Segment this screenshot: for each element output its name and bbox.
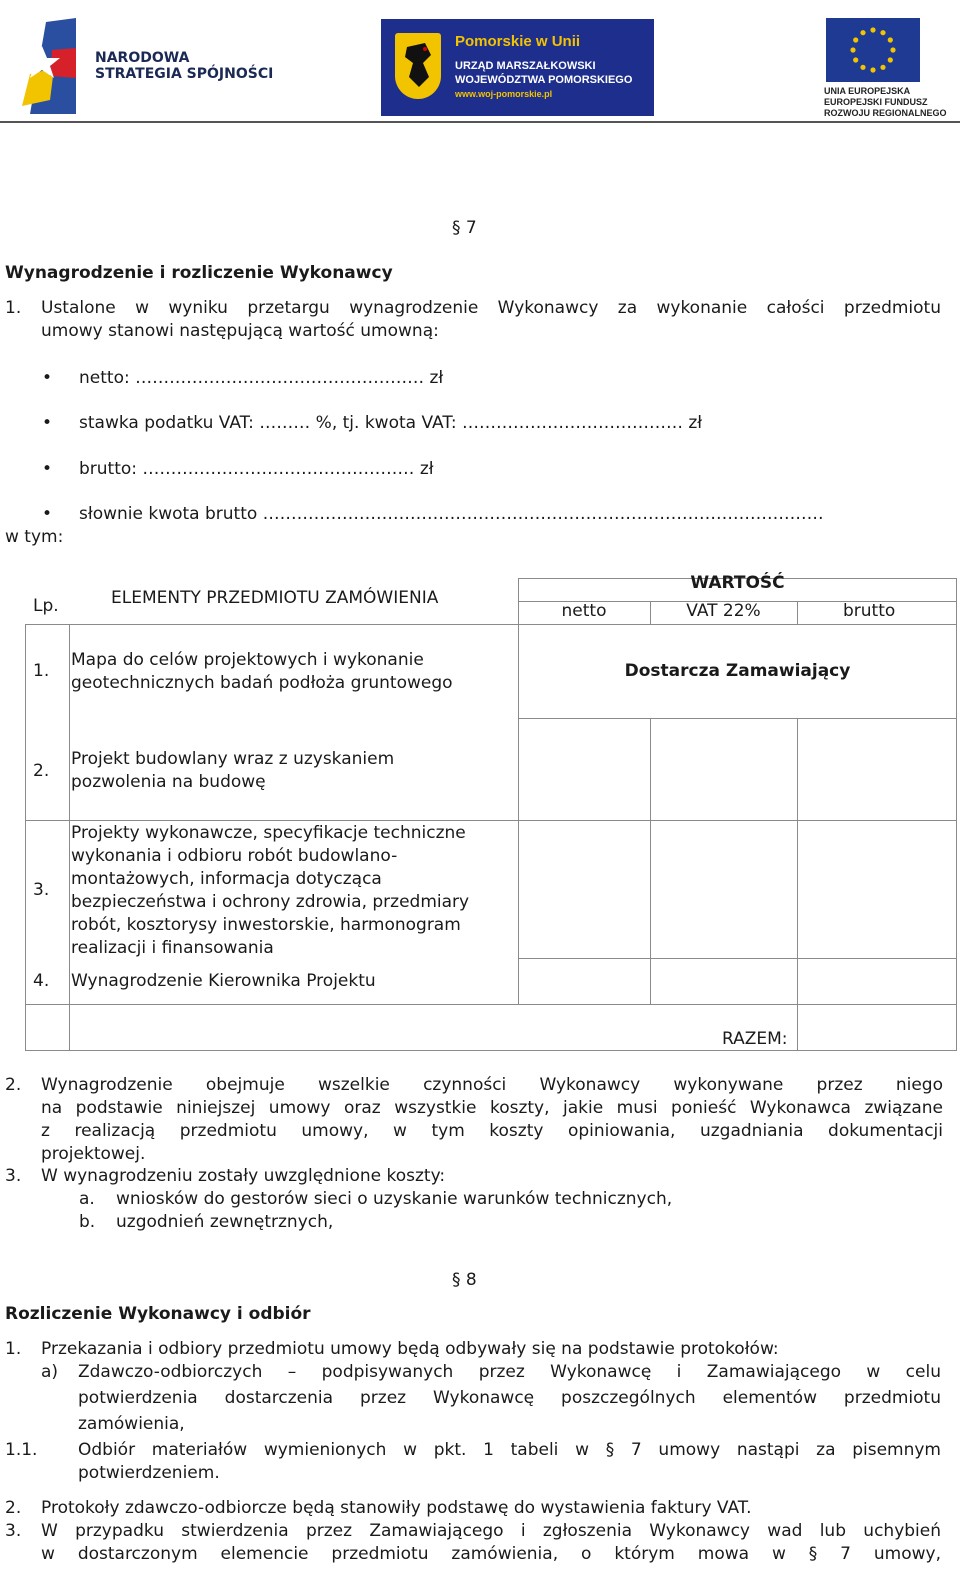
s7-p2-line2: na podstawie niniejszej umowy oraz wszystkie koszty, jakie musi ponieść Wykonawca związane (41, 1098, 943, 1118)
table-rule (650, 718, 651, 1004)
s7-p3-b-text: uzgodnień zewnętrznych, (116, 1212, 334, 1232)
header-divider (0, 121, 960, 123)
s8-p1-a-line2: potwierdzenia dostarczenia przez Wykonawcę poszczególnych elementów przedmiotu (78, 1388, 941, 1408)
s8-p3-number: 3. (5, 1521, 22, 1541)
s8-p3-line2: w dostarczonym elemencie przedmiotu zamówienia, o którym mowa w § 7 umowy, (41, 1544, 941, 1564)
s7-p2-line1: Wynagrodzenie obejmuje wszelkie czynności Wykonawcy wykonywane przez niego (41, 1075, 943, 1095)
s7-p3-b-letter: b. (79, 1212, 96, 1232)
eu-logo-text: UNIA EUROPEJSKA EUROPEJSKI FUNDUSZ ROZWOJU REGIONALNEGO (824, 86, 947, 118)
bullet-icon: • (42, 459, 53, 479)
section-8-title: Rozliczenie Wykonawcy i odbiór (5, 1304, 311, 1324)
col-header-brutto: brutto (843, 601, 896, 621)
s8-p3-line1: W przypadku stwierdzenia przez Zamawiającego i zgłoszenia Wykonawcy wad lub uchybień (41, 1521, 941, 1541)
s7-p3-number: 3. (5, 1166, 22, 1186)
table-rule (25, 1050, 957, 1051)
pomorskie-w-unii-logo (381, 19, 654, 116)
row-1-text: Mapa do celów projektowych i wykonanie geotechnicznych badań podłoża gruntowego (71, 650, 453, 693)
s8-p2-text: Protokoły zdawczo-odbiorcze będą stanowiły podstawę do wystawienia faktury VAT. (41, 1498, 752, 1518)
pomorskie-subtitle: URZĄD MARSZAŁKOWSKI WOJEWÓDZTWA POMORSKIEGO (455, 60, 633, 86)
s8-p1-number: 1. (5, 1339, 22, 1359)
nss-emblem-icon (16, 18, 88, 118)
table-rule (797, 718, 798, 1051)
s8-p1-1-number: 1.1. (5, 1440, 38, 1460)
s7-p3-text: W wynagrodzeniu zostały uwzględnione koszty: (41, 1166, 446, 1186)
section-8-number: § 8 (452, 1270, 477, 1290)
bullet-icon: • (42, 413, 53, 433)
costs-table (25, 573, 957, 1067)
s8-p1-1-line1: Odbiór materiałów wymienionych w pkt. 1 tabeli w § 7 umowy nastąpi za pisemnym (78, 1440, 941, 1460)
table-rule (518, 578, 519, 1004)
row-1-value: Dostarcza Zamawiający (624, 661, 851, 681)
row-2-lp: 2. (33, 761, 50, 781)
table-rule (956, 578, 957, 1051)
s7-p2-line3: z realizacją przedmiotu umowy, w tym koszty opiniowania, uzgadniania dokumentacji (41, 1121, 943, 1141)
section-7-number: § 7 (452, 218, 477, 238)
unia-europejska-logo (822, 18, 947, 122)
bullet-brutto: brutto: ………………………………………… zł (79, 459, 434, 479)
table-rule (25, 624, 26, 1051)
nss-logo-text: NARODOWA STRATEGIA SPÓJNOŚCI (95, 50, 274, 82)
griffin-shield-icon (395, 33, 441, 99)
pomorskie-url: www.woj-pomorskie.pl (455, 89, 553, 99)
row-4-text: Wynagrodzenie Kierownika Projektu (71, 971, 376, 991)
bullet-vat: stawka podatku VAT: ……… %, tj. kwota VAT: ………………………………… zł (79, 413, 703, 433)
table-rule (518, 958, 957, 959)
s7-p3-a-letter: a. (79, 1189, 95, 1209)
table-rule (25, 624, 957, 625)
s8-p2-number: 2. (5, 1498, 22, 1518)
row-3-text: Projekty wykonawcze, specyfikacje techniczne wykonania i odbioru robót budowlano- montażowych, informacja dotycząca bezpieczeństwa i ochrony zdrowia, przedmiary robót, kosztorysy inwestorskie, harmonogram realizacji i finansowania (71, 823, 470, 958)
table-rule (518, 718, 957, 719)
s8-p1-1-line2: potwierdzeniem. (78, 1463, 220, 1483)
s8-p1-a-letter: a) (41, 1362, 59, 1382)
s7-p1-line2: umowy stanowi następującą wartość umowną: (41, 321, 439, 341)
narodowa-strategia-spojnosci-logo (16, 18, 274, 118)
s7-p1-line1: Ustalone w wyniku przetargu wynagrodzenie Wykonawcy za wykonanie całości przedmiotu (41, 298, 941, 318)
bullet-icon: • (42, 504, 53, 524)
table-rule (69, 624, 70, 1051)
w-tym-label: w tym: (5, 527, 64, 547)
s7-p2-line4: projektowej. (41, 1144, 146, 1164)
table-rule (25, 820, 957, 821)
s7-p1-number: 1. (5, 298, 22, 318)
bullet-slownie: słownie kwota brutto ……………………………………………………………………………………… (79, 504, 824, 524)
total-label: RAZEM: (722, 1029, 788, 1049)
bullet-icon: • (42, 368, 53, 388)
col-header-elements: ELEMENTY PRZEDMIOTU ZAMÓWIENIA (111, 588, 439, 608)
s8-p1-a-line1: Zdawczo-odbiorczych – podpisywanych przez Wykonawcę i Zamawiającego w celu (78, 1362, 941, 1382)
eu-flag-icon (826, 18, 920, 82)
s8-p1-text: Przekazania i odbiory przedmiotu umowy będą odbywały się na podstawie protokołów: (41, 1339, 779, 1359)
col-header-value: WARTOŚĆ (690, 573, 785, 593)
section-7-title: Wynagrodzenie i rozliczenie Wykonawcy (5, 263, 393, 283)
row-1-lp: 1. (33, 661, 50, 681)
col-header-netto: netto (561, 601, 607, 621)
row-4-lp: 4. (33, 971, 50, 991)
row-2-text: Projekt budowlany wraz z uzyskaniem pozwolenia na budowę (71, 749, 395, 792)
col-header-vat: VAT 22% (686, 601, 761, 621)
table-rule (797, 601, 798, 624)
table-rule (25, 1004, 957, 1005)
bullet-netto: netto: …………………………………………… zł (79, 368, 444, 388)
row-3-lp: 3. (33, 880, 50, 900)
col-header-lp: Lp. (33, 596, 59, 616)
s7-p3-a-text: wniosków do gestorów sieci o uzyskanie warunków technicznych, (116, 1189, 673, 1209)
pomorskie-title: Pomorskie w Unii (455, 33, 581, 50)
s8-p1-a-line3: zamówienia, (78, 1414, 185, 1434)
s7-p2-number: 2. (5, 1075, 22, 1095)
